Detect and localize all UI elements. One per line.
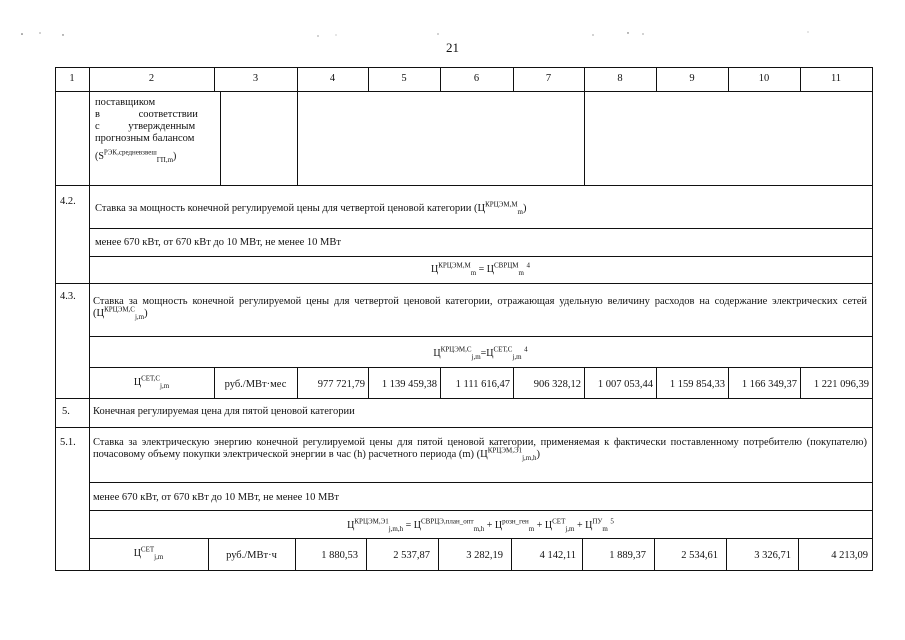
capacity-range: менее 670 кВт, от 670 кВт до 10 МВт, не менее 10 МВт [95, 237, 341, 248]
value-cell: 4 213,09 [831, 550, 868, 561]
value-cell: 1 111 616,47 [455, 379, 510, 390]
value-cell: 3 282,19 [466, 550, 503, 561]
page-number: 21 [446, 40, 459, 55]
header-cell: 5 [401, 73, 407, 84]
header-cell: 7 [545, 73, 552, 84]
header-cell: 3 [252, 73, 259, 84]
value-cell: 1 159 854,33 [669, 379, 725, 390]
header-cell: 2 [148, 73, 155, 84]
formula: $Ц^{КРЦЭМ,Э1}_{j,m,h} = Ц^{СВРЦЭ,план\_опт}_{m,h} + Ц^{розн\_ген}_m + Ц^{СЕТ}_{j,m} + Ц^{ПУ}_m$ $^5$ [347, 517, 614, 533]
value-cell: 2 534,61 [681, 550, 718, 561]
footnote-ref: 4 [524, 345, 528, 354]
capacity-range: менее 670 кВт, от 670 кВт до 10 МВт, не менее 10 МВт [93, 492, 339, 503]
continuation-line: поставщиком [95, 97, 156, 108]
row-symbol: $Ц^{СЕТ}_{j,m}$ [133, 545, 164, 561]
header-cell: 1 [69, 73, 75, 84]
section-title: Ставка за мощность конечной регулируемой цены для четвертой ценовой категории, отражающая удельную величину расходов на содержание электрических сетей $(Ц^{КРЦЭМ,С}_{j,m})$ [93, 296, 867, 322]
header-cell: 11 [830, 73, 842, 84]
header-cell: 10 [758, 73, 770, 84]
header-cell: 6 [473, 73, 480, 84]
value-cell: 1 880,53 [321, 550, 358, 561]
continuation-line: в соответствии [95, 109, 198, 120]
section-number: 4.2. [60, 196, 76, 207]
value-cell: 1 007 053,44 [597, 379, 653, 390]
section-title: Ставка за электрическую энергию конечной регулируемой цены для пятой ценовой категории, применяемая к фактически поставленному потребителю (покупателю) почасовому объему покупки электрической энергии в час (h) расчетного периода (m) $(Ц^{КРЦЭМ,Э1}_{j,m,h})$ [93, 437, 867, 463]
footnote-ref: 4 [526, 261, 530, 270]
value-cell: 4 142,11 [539, 550, 576, 561]
value-cell: 1 221 096,39 [813, 379, 869, 390]
section-title: Ставка за мощность конечной регулируемой цены для четвертой ценовой категории $(Ц^{КРЦЭМ,М}_m)$ [95, 200, 527, 217]
footnote-ref: 5 [610, 517, 614, 526]
value-cell: 906 328,12 [533, 379, 581, 390]
continuation-line: с утвержденным [95, 121, 196, 132]
formula: $Ц^{КРЦЭМ,С}_{j,m}=Ц^{СЕТ,С}_{j,m}$ $^4$ [433, 345, 528, 361]
continuation-line: прогнозным балансом [95, 133, 195, 144]
scan-specks [18, 22, 888, 42]
unit: руб./МВт·мес [224, 379, 287, 390]
value-cell: 1 889,37 [609, 550, 646, 561]
value-cell: 977 721,79 [317, 379, 365, 390]
value-cell: 1 139 459,38 [381, 379, 437, 390]
value-cell: 3 326,71 [754, 550, 791, 561]
row-symbol: $Ц^{СЕТ,С}_{j,m}$ [133, 374, 170, 390]
section-number: 5. [62, 406, 70, 417]
section-number: 5.1. [60, 437, 76, 448]
header-cell: 4 [329, 73, 336, 84]
continuation-symbol: $(S^{РЭК,средневзвеш}_{ГП,m})$ [95, 148, 177, 164]
section-number: 4.3. [60, 291, 76, 302]
header-cell: 9 [689, 73, 695, 84]
section-title: Конечная регулируемая цена для пятой ценовой категории [93, 406, 355, 417]
value-cell: 2 537,87 [393, 550, 430, 561]
unit: руб./МВт·ч [226, 550, 277, 561]
header-cell: 8 [617, 73, 623, 84]
value-cell: 1 166 349,37 [741, 379, 797, 390]
formula: $Ц^{КРЦЭМ,М}_m = Ц^{СВРЦМ}_m$ $^4$ [431, 261, 530, 277]
